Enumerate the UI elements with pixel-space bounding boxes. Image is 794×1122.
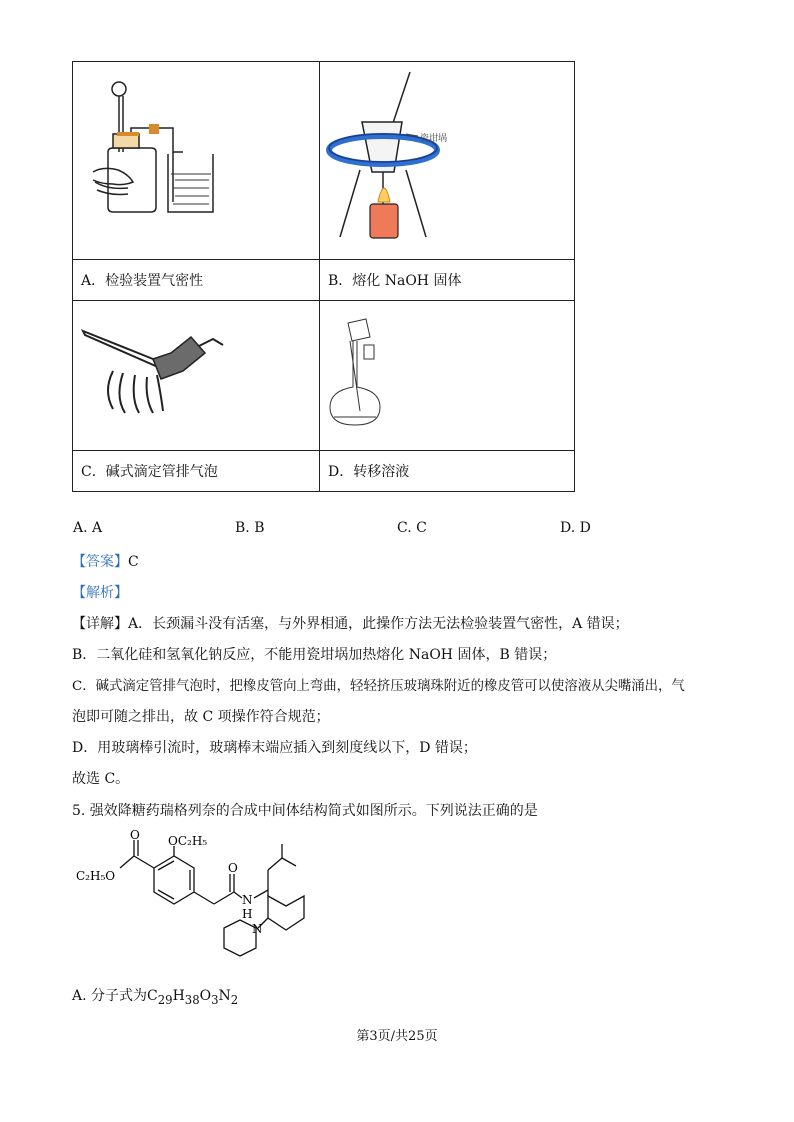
choice-c: C. C <box>397 520 427 536</box>
option-label-d: D．转移溶液 <box>320 451 575 492</box>
detail-line-5: D．用玻璃棒引流时，玻璃棒末端应插入到刻度线以下，D 错误； <box>72 740 477 756</box>
amide-h: H <box>242 907 253 921</box>
crucible-label: 瓷坩埚 <box>420 133 448 143</box>
question-5-option-a: A. 分子式为$C_{29}H_{38}O_3N_2$ <box>72 988 239 1007</box>
ethoxy-label: OC₂H₅ <box>168 834 208 848</box>
piperidine-n: N <box>252 922 263 936</box>
amide-carbonyl-o: O <box>228 861 238 875</box>
detail-line-2: B．二氧化硅和氢氧化钠反应，不能用瓷坩埚加热熔化 NaOH 固体，B 错误； <box>72 647 557 663</box>
solution-transfer-figure <box>320 301 574 450</box>
figure-cell-b <box>320 62 575 260</box>
question-5-stem: 5. 强效降糖药瑞格列奈的合成中间体结构简式如图所示。下列说法正确的是 <box>72 803 538 819</box>
detail-line-6: 故选 C。 <box>72 771 130 787</box>
ester-ethoxy-label: C₂H₅O <box>76 869 116 883</box>
options-table <box>72 61 575 492</box>
choice-b: B. B <box>235 520 265 536</box>
detail-line-4: 泡即可随之排出，故 C 项操作符合规范； <box>72 709 330 725</box>
figure-cell-d <box>320 301 575 451</box>
answer-value: C <box>128 554 139 570</box>
choice-d: D. D <box>560 520 591 536</box>
analysis-tag: 【解析】 <box>72 585 128 601</box>
ester-carbonyl-o: O <box>130 828 140 842</box>
answer-line <box>72 551 139 571</box>
amide-n: N <box>242 893 253 907</box>
answer-tag: 【答案】 <box>72 554 128 570</box>
molecular-formula: $C_{29}H_{38}O_3N_2$ <box>147 988 239 1007</box>
figure-cell-c <box>73 301 320 451</box>
burette-bubble-removal-figure <box>73 301 319 450</box>
option-label-a: A．检验装置气密性 <box>73 260 320 301</box>
detail-line-1: 【详解】A．长颈漏斗没有活塞，与外界相通，此操作方法无法检验装置气密性，A 错误； <box>72 616 629 632</box>
option-label-c: C．碱式滴定管排气泡 <box>73 451 320 492</box>
choice-a: A. A <box>73 520 103 536</box>
airtightness-apparatus-figure <box>73 62 319 259</box>
detail-tag: 【详解】 <box>72 616 128 632</box>
option-label-b: B．熔化 NaOH 固体 <box>320 260 575 301</box>
figure-cell-a <box>73 62 320 260</box>
crucible-heating-figure <box>320 62 574 259</box>
detail-line-3: C．碱式滴定管排气泡时，把橡皮管向上弯曲，轻轻挤压玻璃珠附近的橡皮管可以使溶液从尖嘴涌出，气 <box>72 679 685 694</box>
page-footer: 第3页/共25页 <box>356 1029 438 1044</box>
repaglinide-intermediate-structure <box>72 828 312 978</box>
